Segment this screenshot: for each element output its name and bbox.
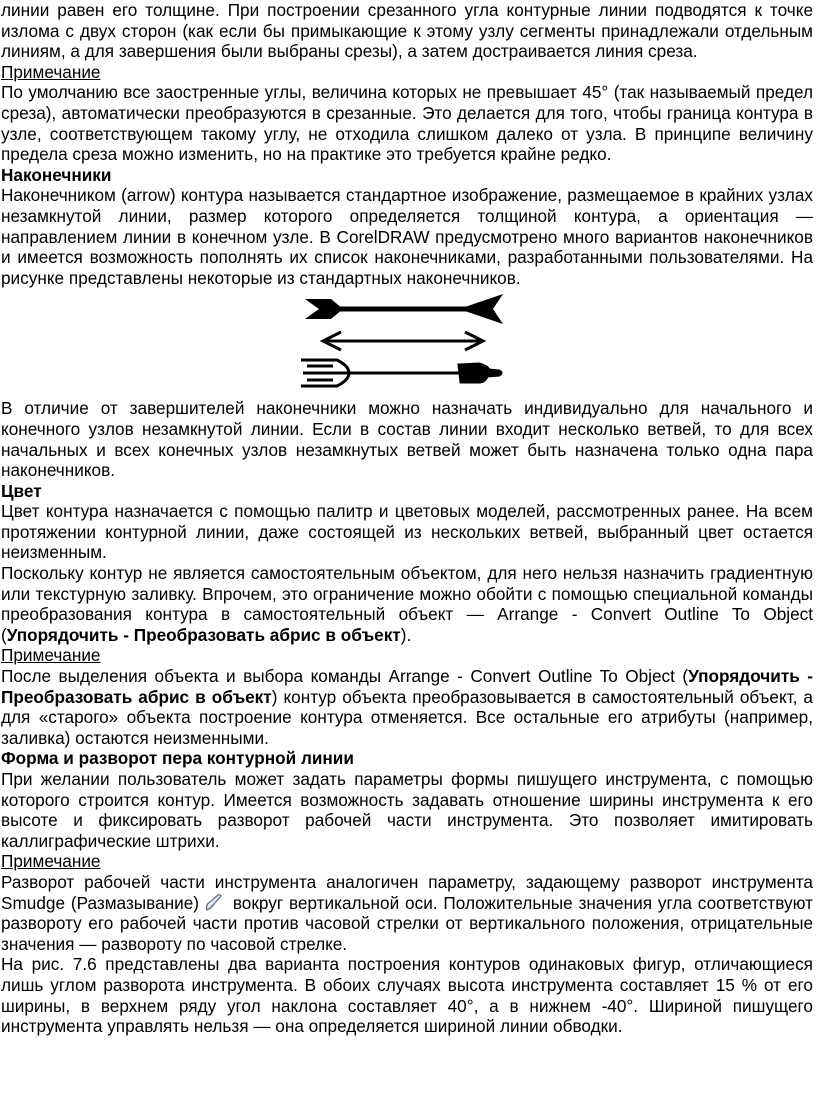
paragraph-arrows: Наконечником (arrow) контура называется стандартное изображение, размещаемое в крайних узлах незамкнутой линии, размер которого определяется толщиной контура, а ориентация — направлением линии в конечном узле. В CorelDRAW предусмотрено много вариантов наконечников и имеется возможность пополнять их список наконечниками, разработанными пользователями. На рисунке представлены некоторые из стандартных наконечников. xyxy=(1,185,813,288)
paragraph-arrows-nodes: В отличие от завершителей наконечники можно назначать индивидуально для начального и конечного узлов незамкнутой линии. Если в состав линии входит несколько ветвей, то для всех начальных и всех конечных узлов незамкнутых ветвей может быть назначена только одна пара наконечников. xyxy=(1,398,813,481)
paragraph-bevel-join: линии равен его толщине. При построении срезанного угла контурные линии подводятся к точке излома с двух сторон (как если бы примыкающие к этому узлу сегменты принадлежали отдельным линиям, а для завершения были выбраны срезы), а затем достраивается линия среза. xyxy=(1,0,813,62)
heading-color: Цвет xyxy=(1,480,42,501)
document-page xyxy=(1,0,813,1037)
heading-pen-shape: Форма и разворот пера контурной линии xyxy=(1,748,354,769)
smudge-tool-icon xyxy=(201,893,225,913)
trident-to-pointing-hand-arrow-icon xyxy=(301,360,501,386)
paragraph-smudge-rotation xyxy=(1,872,813,954)
feathered-arrow-icon xyxy=(305,294,503,324)
text-run: Поскольку контур не является самостоятельным объектом, для него нельзя назначить градиентную или текстурную заливку. Впрочем, это ограничение можно обойти с помощью специальной команды преобразования контура в самостоятельный объект — Arrange - Convert Outline To Object ( xyxy=(1,563,813,645)
text-run: ) контур объекта преобразовывается в самостоятельный объект, а для «старого» объекта построение контура отменяется. Все остальные его атрибуты (например, заливка) остаются неизменными. xyxy=(1,686,813,748)
arrowheads-figure xyxy=(1,294,813,398)
text-run: ). xyxy=(400,624,412,645)
text-run: Разворот рабочей части инструмента аналогичен параметру, задающему разворот инструмента Smudge (Размазывание) xyxy=(1,871,813,913)
paragraph-miter-limit: По умолчанию все заостренные углы, величина которых не превышает 45° (так называемый предел среза), автоматически преобразуются в срезанные. Это делается для того, чтобы граница контура в узле, соответствующем такому углу, не отходила слишком далеко от узла. В принципе величину предела среза можно изменить, но на практике это требуется крайне редко. xyxy=(1,82,813,165)
text-run: После выделения объекта и выбора команды Arrange - Convert Outline To Object ( xyxy=(1,666,689,687)
heading-arrows: Наконечники xyxy=(1,164,112,185)
double-headed-arrow-icon xyxy=(323,332,483,350)
paragraph-pen-shape: При желании пользователь может задать параметры формы пишущего инструмента, с помощью которого строится контур. Имеется возможность задавать отношение ширины инструмента к его высоте и фиксировать разворот рабочей части инструмента. Это позволяет имитировать каллиграфические штрихи. xyxy=(1,769,813,851)
note-label: Примечание xyxy=(1,645,101,666)
text-run: вокруг вертикальной оси. Положительные значения угла соответствуют развороту его рабочей части против часовой стрелки от вертикального положения, отрицательные значения — развороту по часовой стрелке. xyxy=(1,892,813,954)
note-label: Примечание xyxy=(1,61,101,82)
bold-text-run: Упорядочить - Преобразовать абрис в объект xyxy=(1,666,814,707)
bold-text-run: Упорядочить - Преобразовать абрис в объект xyxy=(6,624,401,645)
note-label: Примечание xyxy=(1,851,101,872)
paragraph-convert-note xyxy=(1,666,813,748)
paragraph-color: Цвет контура назначается с помощью палитр и цветовых моделей, рассмотренных ранее. На всем протяжении контурной линии, даже состоящей из нескольких ветвей, выбранный цвет остается неизменным. xyxy=(1,501,813,563)
paragraph-convert-outline xyxy=(1,563,813,645)
paragraph-figure-7-6: На рис. 7.6 представлены два варианта построения контуров одинаковых фигур, отличающиеся лишь углом разворота инструмента. В обоих случаях высота инструмента составляет 15 % от его ширины, в верхнем ряду угол наклона составляет 40°, а в нижнем -40°. Шириной пишущего инструмента управлять нельзя — она определяется шириной линии обводки. xyxy=(1,954,813,1037)
